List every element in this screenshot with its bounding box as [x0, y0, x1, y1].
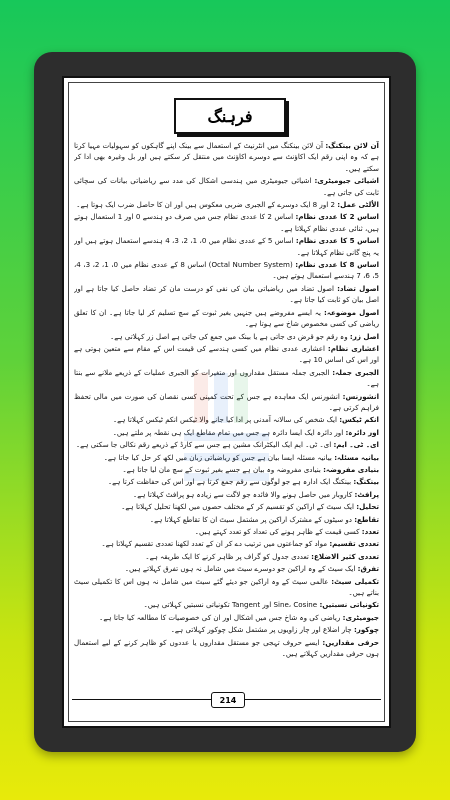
glossary-entry: [74, 489, 379, 500]
glossary-entry: [74, 464, 379, 475]
glossary-entry: [74, 538, 379, 549]
glossary-entry: [74, 307, 379, 330]
entry-term: الجبری جملہ:: [332, 367, 379, 377]
entry-definition: ایسے حروف تہجی جو مستقل مقداروں یا عددوں کو ظاہر کرنے کے لیے استعمال ہوں حرفی مقداریں کہلاتے ہیں۔: [74, 637, 379, 659]
glossary-entry: [74, 599, 379, 610]
entry-definition: کسی قیمت کے ظاہر ہونے کی تعداد کو تعدد کہتے ہیں۔: [194, 527, 360, 536]
entry-term: حرفی مقداریں:: [322, 637, 379, 647]
entry-term: تعددی تقسیم:: [329, 539, 379, 549]
glossary-entry: [74, 211, 379, 234]
device-frame: [34, 52, 416, 752]
entry-definition: چار اضلاع اور چار زاویوں پر مشتمل شکل چوکور کہلاتی ہے۔: [170, 625, 352, 635]
entry-definition: تعددی جدول کو گراف پر ظاہر کرنے کا ایک طریقہ ہے۔: [145, 551, 309, 561]
entry-term: بینکنگ:: [353, 477, 379, 487]
entry-term: اساس 2 کا عددی نظام:: [295, 212, 379, 222]
entry-term: تکونیاتی نسبتیں:: [319, 600, 379, 610]
entry-definition: اساس 2 کا عددی نظام جس میں صرف دو ہندسے 0 اور 1 استعمال ہوتے ہیں، ثنائی عددی نظام کہلاتا ہے۔: [74, 212, 379, 233]
glossary-entry: [74, 391, 379, 414]
entry-term: تفرق:: [357, 564, 379, 574]
entry-term: تقاطع:: [354, 514, 379, 524]
entry-term: تعدد:: [361, 527, 379, 536]
page-viewer[interactable]: [62, 76, 391, 728]
entry-definition: 2 اور 8 ایک دوسرے کے الجبری ضربی معکوس ہیں اور ان کا حاصل ضرب ایک ہوتا ہے۔: [76, 200, 336, 210]
glossary-entry: [74, 175, 379, 198]
entry-term: الاُلٹی عمل:: [337, 200, 379, 210]
glossary-entry: [74, 259, 379, 282]
entry-term: ای۔ ٹی۔ ایم:: [333, 440, 379, 450]
entry-definition: بنیادی مفروضہ وہ بیان ہے جسے بغیر ثبوت کے سچ مان لیا جاتا ہے۔: [122, 464, 321, 474]
glossary-entry: [74, 199, 379, 210]
entry-term: انشورنس:: [342, 391, 379, 401]
entry-definition: اساس 5 کے عددی نظام میں 0، 1، 2، 3، 4 ہندسے استعمال ہوتے ہیں اور یہ پنج گانی نظام کہلاتا ہے۔: [74, 236, 379, 257]
glossary-entries: [74, 140, 379, 680]
entry-term: تکمیلی سیٹ:: [331, 576, 379, 586]
glossary-entry: [74, 624, 379, 635]
entry-term: بیانیہ مسئلہ:: [334, 452, 379, 462]
entry-definition: آن لائن بینکنگ میں انٹرنیٹ کے استعمال سے بینک اپنے گاہکوں کو سہولیات مہیا کرتا ہے کہ وہ اپنی رقم ایک اکاؤنٹ سے دوسرے اکاؤنٹ میں منتقل کر سکتے ہیں اور بل وغیرہ بھی ادا کر سکتے ہیں۔: [74, 141, 379, 173]
glossary-entry: [74, 501, 379, 512]
entry-definition: عالمی سیٹ کے وہ اراکین جو دیئے گئے سیٹ میں شامل نہ ہوں اس کا تکمیلی سیٹ بناتے ہیں۔: [74, 576, 379, 598]
entry-definition: بینکنگ ایک ادارہ ہے جو لوگوں سے رقم جمع کرتا ہے اور اس کی حفاظت کرتا ہے۔: [107, 477, 352, 487]
glossary-entry: [74, 367, 379, 390]
entry-definition: اور دائرہ ایک ایسا دائرہ ہے جس میں تمام مقاطع ایک ہی نقطہ پر ملتے ہیں۔: [112, 427, 344, 437]
entry-definition: اصول تضاد میں ریاضیاتی بیان کی نفی کو درست مان کر تضاد حاصل کیا جاتا ہے اور اصل بیان کو ثابت کیا جاتا ہے۔: [74, 283, 379, 305]
entry-definition: یہ ایسے مفروضے ہیں جنہیں بغیر ثبوت کے سچ تسلیم کر لیا جاتا ہے۔ ان کا تعلق ریاضی کی کسی مخصوص شاخ سے ہوتا ہے۔: [74, 307, 379, 329]
glossary-heading-box: [174, 98, 286, 134]
entry-term: اور دائرہ:: [345, 427, 379, 437]
entry-term: آن لائن بینکنگ:: [325, 141, 379, 150]
entry-term: اصول تضاد:: [337, 283, 379, 293]
entry-term: پرافٹ:: [354, 489, 379, 499]
glossary-entry: [74, 439, 379, 450]
entry-term: تحلیل:: [356, 502, 379, 512]
entry-definition: اعشاری عددی نظام میں کسی ہندسے کی قیمت اس کے مقام سے متعین ہوتی ہے اور اس کی اساس 10 ہے۔: [74, 343, 379, 365]
entry-definition: ریاضی کی وہ شاخ جس میں اشکال اور ان کی خصوصیات کا مطالعہ کیا جاتا ہے۔: [99, 612, 341, 622]
glossary-entry: [74, 283, 379, 306]
entry-definition: دو سیٹوں کے مشترک اراکین پر مشتمل سیٹ ان کا تقاطع کہلاتا ہے۔: [149, 514, 352, 524]
entry-term: تعددی کثیر الاضلاع:: [311, 551, 379, 561]
glossary-entry: [74, 414, 379, 425]
glossary-entry: [74, 551, 379, 562]
page-title: فرہنگ: [207, 106, 253, 126]
entry-definition: ایک شخص کی سالانہ آمدنی پر ادا کیا جانے والا ٹیکس انکم ٹیکس کہلاتا ہے۔: [112, 415, 337, 425]
glossary-entry: [74, 612, 379, 623]
entry-term: اعشاری نظام:: [327, 343, 379, 353]
entry-definition: الجبری جملہ مستقل مقداروں اور متغیرات کو الجبری عملیات کے ذریعے ملانے سے بنتا ہے۔: [74, 367, 379, 389]
entry-term: اشیائی جیومیٹری:: [314, 176, 379, 186]
entry-definition: انشورنس ایک معاہدہ ہے جس کے تحت کمپنی کسی نقصان کی صورت میں مالی تحفظ فراہم کرتی ہے۔: [74, 391, 379, 412]
entry-term: اساس 8 کا عددی نظام:: [295, 260, 379, 270]
glossary-entry: [74, 526, 379, 537]
glossary-entry: [74, 331, 379, 342]
entry-term: انکم ٹیکس:: [339, 415, 379, 425]
glossary-entry: [74, 235, 379, 258]
entry-term: اصل زر:: [349, 331, 379, 341]
entry-term: جیومیٹری:: [342, 612, 379, 622]
entry-definition: مواد کو جماعتوں میں ترتیب دے کر ان کے تعدد لکھنا تعددی تقسیم کہلاتا ہے۔: [101, 539, 328, 549]
glossary-entry: [74, 563, 379, 574]
entry-definition: Sine، Cosine اور Tangent تکونیاتی نسبتیں کہلاتی ہیں۔: [143, 600, 318, 610]
entry-term: چوکور:: [353, 625, 379, 635]
entry-definition: بیانیہ مسئلہ ایسا بیان ہے جس کو ریاضیاتی زبان میں لکھ کر حل کیا جاتا ہے۔: [103, 452, 332, 462]
entry-definition: ایک سیٹ کے اراکین کو تقسیم کر کے مختلف حصوں میں لکھنا تحلیل کہلاتا ہے۔: [121, 502, 354, 512]
glossary-entry: [74, 140, 379, 174]
entry-definition: ایک سیٹ کے وہ اراکین جو دوسرے سیٹ میں شامل نہ ہوں تفرق کہلاتے ہیں۔: [124, 564, 356, 574]
glossary-entry: [74, 514, 379, 525]
entry-term: بنیادی مفروضہ:: [323, 464, 379, 474]
glossary-entry: [74, 452, 379, 463]
glossary-entry: [74, 576, 379, 599]
glossary-entry: [74, 637, 379, 660]
glossary-entry: [74, 427, 379, 438]
entry-definition: کاروبار میں حاصل ہونے والا فائدہ جو لاگت سے زیادہ ہو پرافٹ کہلاتا ہے۔: [133, 489, 353, 499]
page-number: 214: [211, 692, 245, 708]
entry-definition: (Octal Number System) اساس 8 کے عددی نظام میں 0، 1، 2، 3، 4، 5، 6، 7 ہندسے استعمال ہوتے ہیں۔: [74, 260, 379, 281]
entry-definition: اشیائی جیومیٹری میں ہندسی اشکال کی مدد سے ریاضیاتی بیانات کی سچائی ثابت کی جاتی ہے۔: [74, 176, 379, 197]
entry-term: اصول موضوعہ:: [323, 307, 379, 317]
entry-definition: وہ رقم جو قرض دی جاتی ہے یا بینک میں جمع کی جاتی ہے اصل زر کہلاتی ہے۔: [110, 331, 348, 341]
glossary-entry: [74, 476, 379, 487]
entry-term: اساس 5 کا عددی نظام:: [295, 236, 379, 246]
glossary-entry: [74, 343, 379, 366]
entry-definition: ای۔ ٹی۔ ایم ایک الیکٹرانک مشین ہے جس سے کارڈ کے ذریعے رقم نکالی جا سکتی ہے۔: [76, 440, 332, 450]
